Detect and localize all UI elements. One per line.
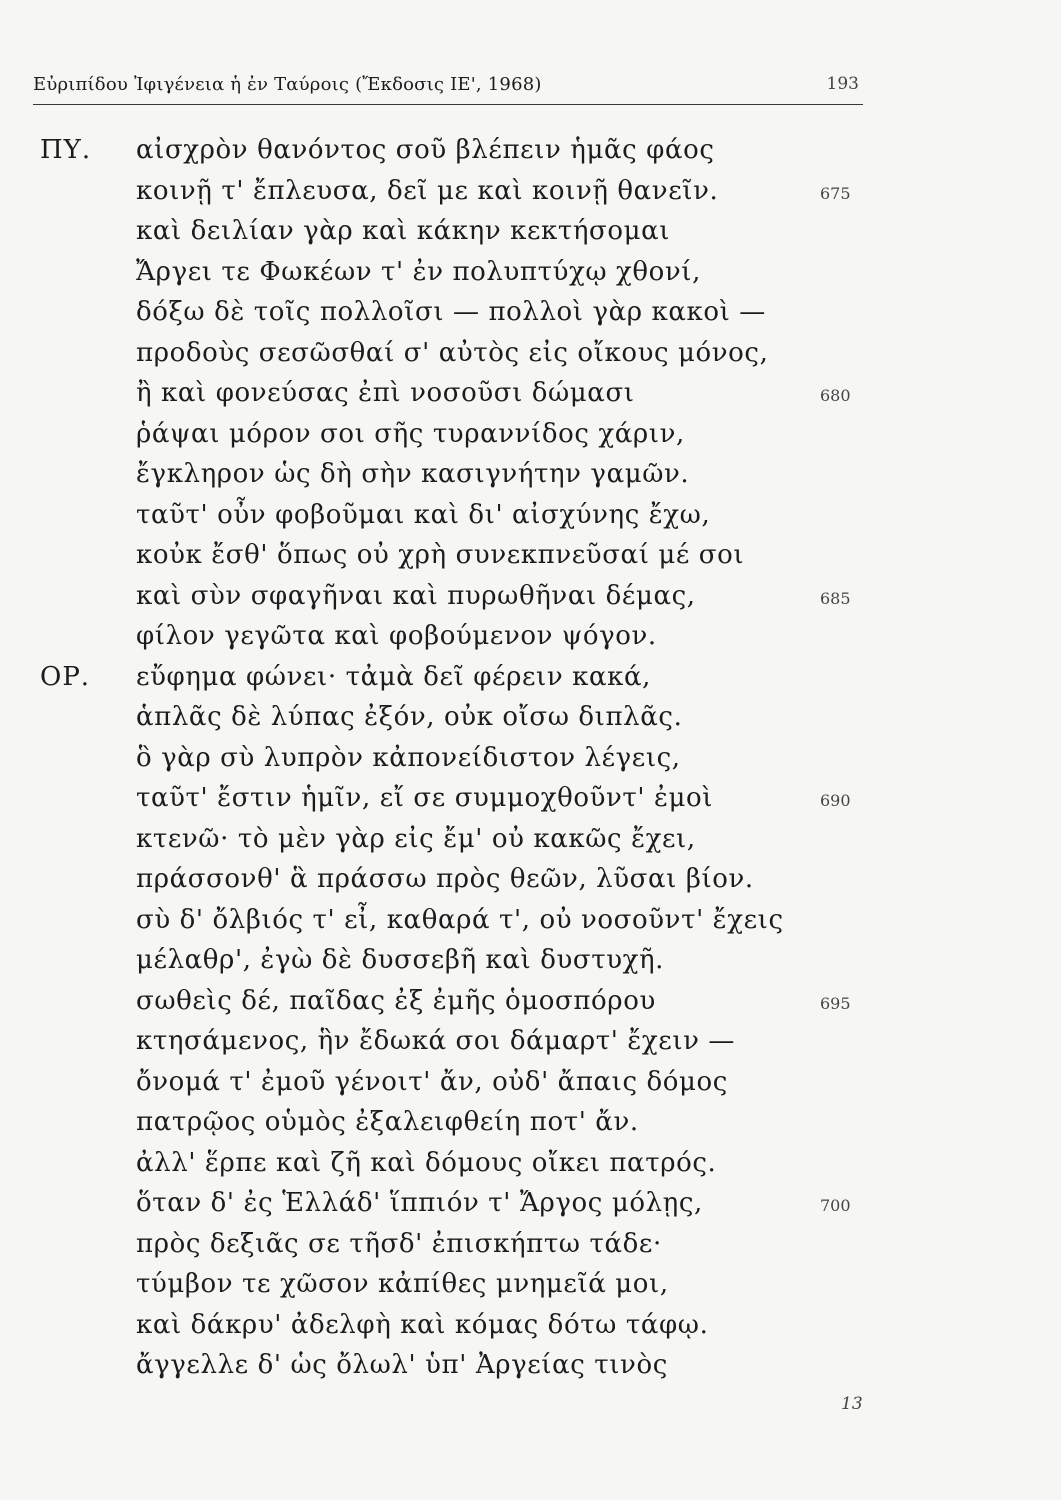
verse-text: ἀλλ' ἕρπε καὶ ζῆ καὶ δόμους οἴκει πατρός. xyxy=(136,1147,717,1178)
verse-line xyxy=(0,581,1061,622)
verse-text: σὺ δ' ὄλβιός τ' εἶ, καθαρά τ', οὐ νοσοῦντ' ἔχεις xyxy=(136,904,784,935)
verse-text: καὶ σὺν σφαγῆναι καὶ πυρωθῆναι δέμας, xyxy=(136,580,696,611)
verse-line xyxy=(0,338,1061,379)
verse-line xyxy=(0,743,1061,784)
verse-text: ὅταν δ' ἐς Ἑλλάδ' ἵππιόν τ' Ἄργος μόλῃς, xyxy=(136,1188,703,1218)
verse-text: ταῦτ' ἔστιν ἡμῖν, εἴ σε συμμοχθοῦντ' ἐμοὶ xyxy=(136,783,714,813)
verse-text: κτενῶ· τὸ μὲν γὰρ εἰς ἔμ' οὐ κακῶς ἔχει, xyxy=(136,823,696,854)
verse-text: ὄνομά τ' ἐμοῦ γένοιτ' ἄν, οὐδ' ἄπαις δόμος xyxy=(136,1066,728,1097)
signature-mark: 13 xyxy=(841,1394,863,1414)
verse-line xyxy=(0,1229,1061,1270)
verse-line xyxy=(0,986,1061,1027)
verse-text: ἁπλᾶς δὲ λύπας ἐξόν, οὐκ οἴσω διπλᾶς. xyxy=(136,702,683,732)
verse-line xyxy=(0,621,1061,662)
verse-text: κοινῇ τ' ἔπλευσα, δεῖ με καὶ κοινῇ θανεῖν. xyxy=(136,175,719,206)
verse-text: πατρῷος οὑμὸς ἐξαλειφθείη ποτ' ἄν. xyxy=(136,1107,639,1137)
verse-line xyxy=(0,1026,1061,1067)
verse-text-block xyxy=(0,135,1061,1391)
verse-line xyxy=(0,662,1061,703)
verse-text: εὔφημα φώνει· τἀμὰ δεῖ φέρειν κακά, xyxy=(136,661,651,692)
page-header xyxy=(33,74,863,105)
verse-line xyxy=(0,216,1061,257)
verse-text: σωθεὶς δέ, παῖδας ἐξ ἐμῆς ὁμοσπόρου xyxy=(136,985,656,1016)
page-number: 193 xyxy=(826,74,859,94)
verse-line xyxy=(0,945,1061,986)
verse-text: ῥάψαι μόρον σοι σῆς τυραννίδος χάριν, xyxy=(136,418,685,449)
verse-line xyxy=(0,905,1061,946)
verse-text: ταῦτ' οὖν φοβοῦμαι καὶ δι' αἰσχύνης ἔχω, xyxy=(136,499,711,530)
verse-text: πράσσονθ' ἃ πράσσω πρὸς θεῶν, λῦσαι βίον. xyxy=(136,864,754,894)
verse-line xyxy=(0,1269,1061,1310)
verse-text: δόξω δὲ τοῖς πολλοῖσι — πολλοὶ γὰρ κακοὶ — xyxy=(136,297,766,327)
verse-line xyxy=(0,1350,1061,1391)
verse-line xyxy=(0,1310,1061,1351)
verse-line xyxy=(0,257,1061,298)
verse-text: αἰσχρὸν θανόντος σοῦ βλέπειν ἡμᾶς φάος xyxy=(136,135,715,165)
verse-text: καὶ δάκρυ' ἀδελφὴ καὶ κόμας δότω τάφῳ. xyxy=(136,1309,709,1340)
verse-text: ἔγκληρον ὡς δὴ σὴν κασιγνήτην γαμῶν. xyxy=(136,459,690,489)
verse-line xyxy=(0,1107,1061,1148)
verse-text: προδοὺς σεσῶσθαί σ' αὐτὸς εἰς οἴκους μόνος, xyxy=(136,337,769,368)
verse-line xyxy=(0,783,1061,824)
verse-line xyxy=(0,702,1061,743)
verse-line xyxy=(0,297,1061,338)
line-number: 695 xyxy=(820,993,851,1013)
verse-line xyxy=(0,500,1061,541)
verse-line xyxy=(0,1067,1061,1108)
line-number: 690 xyxy=(820,791,851,810)
verse-text: ἄγγελλε δ' ὡς ὄλωλ' ὑπ' Ἀργείας τινὸς xyxy=(136,1350,668,1380)
verse-line xyxy=(0,135,1061,176)
verse-line xyxy=(0,540,1061,581)
verse-text: μέλαθρ', ἐγὼ δὲ δυσσεβῆ καὶ δυστυχῆ. xyxy=(136,945,665,975)
verse-line xyxy=(0,864,1061,905)
line-number: 685 xyxy=(820,588,851,608)
verse-text: καὶ δειλίαν γὰρ καὶ κάκην κεκτήσομαι xyxy=(136,216,671,246)
speaker-label: ΟΡ. xyxy=(40,661,91,692)
verse-line xyxy=(0,459,1061,500)
verse-line xyxy=(0,1148,1061,1189)
verse-text: κοὐκ ἔσθ' ὅπως οὐ χρὴ συνεκπνεῦσαί μέ σοι xyxy=(136,540,745,570)
verse-text: τύμβον τε χῶσον κἀπίθες μνημεῖά μοι, xyxy=(136,1269,669,1299)
line-number: 680 xyxy=(820,386,851,405)
verse-line xyxy=(0,824,1061,865)
verse-text: ἢ καὶ φονεύσας ἐπὶ νοσοῦσι δώμασι xyxy=(136,378,635,408)
verse-text: φίλον γεγῶτα καὶ φοβούμενον ψόγον. xyxy=(136,621,657,651)
verse-text: Ἄργει τε Φωκέων τ' ἐν πολυπτύχῳ χθονί, xyxy=(136,256,701,287)
verse-text: κτησάμενος, ἣν ἔδωκά σοι δάμαρτ' ἔχειν — xyxy=(136,1026,736,1056)
verse-line xyxy=(0,1188,1061,1229)
line-number: 700 xyxy=(820,1196,851,1215)
verse-line xyxy=(0,378,1061,419)
verse-text: ὃ γὰρ σὺ λυπρὸν κἀπονείδιστον λέγεις, xyxy=(136,742,681,773)
verse-line xyxy=(0,176,1061,217)
speaker-label: ΠΥ. xyxy=(40,135,92,165)
line-number: 675 xyxy=(820,183,851,203)
verse-line xyxy=(0,419,1061,460)
verse-text: πρὸς δεξιᾶς σε τῆσδ' ἐπισκήπτω τάδε· xyxy=(136,1228,662,1259)
running-title: Εὐριπίδου Ἰφιγένεια ἡ ἐν Ταύροις (Ἔκδοσις ΙΕ', 1968) xyxy=(33,74,542,95)
